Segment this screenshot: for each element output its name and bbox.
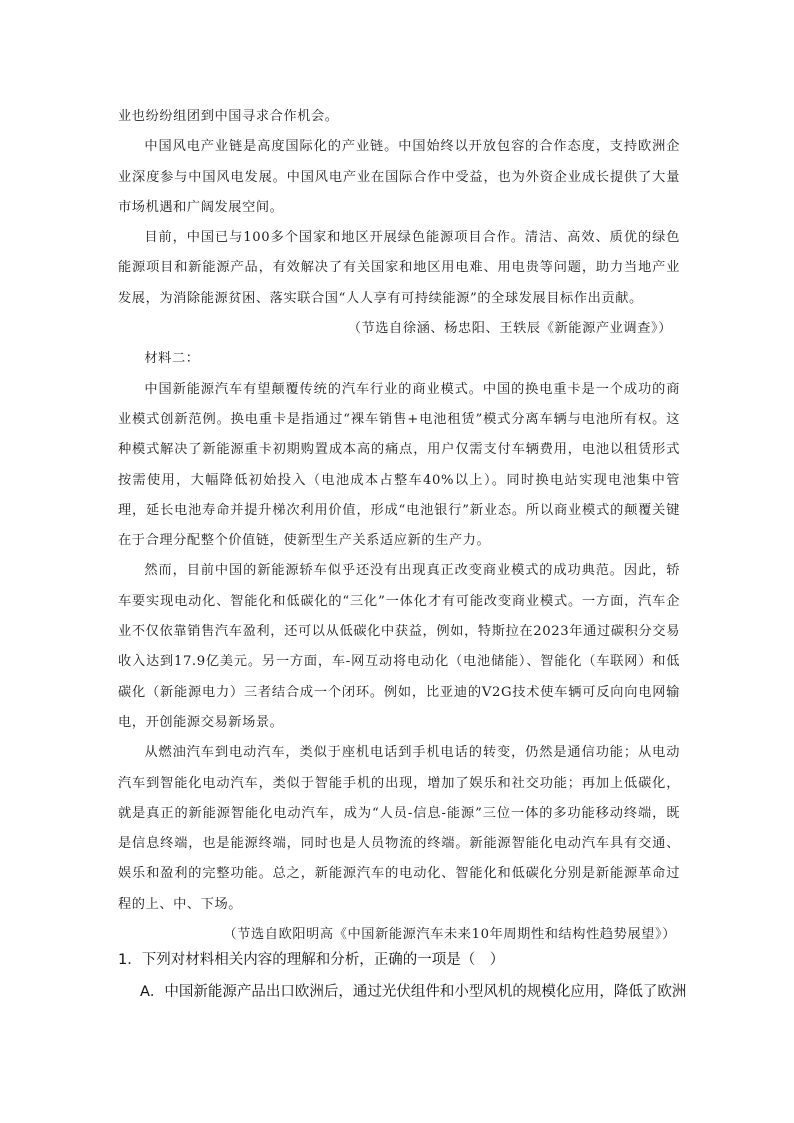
paragraph: 然而，目前中国的新能源轿车似乎还没有出现真正改变商业模式的成功典范。因此，轿车要实现电动化、智能化和低碳化的“三化”一体化才有可能改变商业模式。一方面，汽车企业不仅依靠销售汽车盈利，还可以从低碳化中获益，例如，特斯拉在2023年通过碳积分交易收入达到17.9亿美元。另一方面，车-网互动将电动化（电池储能）、智能化（车联网）和低碳化（新能源电力）三者结合成一个闭环。例如，比亚迪的V2G技术使车辆可反向向电网输电，开创能源交易新场景。: [118, 563, 680, 730]
question-block: [118, 945, 688, 1007]
source-citation: （节选自徐涵、杨忠阳、王轶辰《新能源产业调查》）: [347, 321, 672, 337]
article-body: [118, 102, 680, 950]
paragraph: 目前，中国已与100多个国家和地区开展绿色能源项目合作。清洁、高效、质优的绿色能源项目和新能源产品，有效解决了有关国家和地区用电难、用电贵等问题，助力当地产业发展，为消除能源贫困、落实联合国“人人享有可持续能源”的全球发展目标作出贡献。: [118, 230, 680, 306]
source-citation: （节选自欧阳明高《中国新能源汽车未来10年周期性和结构性趋势展望》）: [223, 927, 676, 943]
paragraph: 业也纷纷组团到中国寻求合作机会。: [118, 109, 339, 124]
material-two-heading: 材料二：: [144, 351, 200, 367]
paragraph: 中国新能源汽车有望颠覆传统的汽车行业的商业模式。中国的换电重卡是一个成功的商业模式创新范例。换电重卡是指通过“裸车销售+电池租赁”模式分离车辆与电池所有权。这种模式解决了新能源重卡初期购置成本高的痛点，用户仅需支付车辆费用，电池以租赁形式按需使用，大幅降低初始投入（电池成本占整车40%以上）。同时换电站实现电池集中管理，延长电池寿命并提升梯次利用价值，形成“电池银行”新业态。所以商业模式的颠覆关键在于合理分配整个价值链，使新型生产关系适应新的生产力。: [118, 381, 680, 549]
paragraph: 从燃油汽车到电动汽车，类似于座机电话到手机电话的转变，仍然是通信功能；从电动汽车到智能化电动汽车，类似于智能手机的出现，增加了娱乐和社交功能；再加上低碳化，就是真正的新能源智能化电动汽车，成为“人员-信息-能源”三位一体的多功能移动终端，既是信息终端，也是能源终端，同时也是人员物流的终端。新能源智能化电动汽车具有交通、娱乐和盈利的完整功能。总之，新能源汽车的电动化、智能化和低碳化分别是新能源革命过程的上、中、下场。: [118, 745, 680, 912]
option-a: A．中国新能源产品出口欧洲后，通过光伏组件和小型风机的规模化应用，降低了欧洲: [140, 984, 687, 1000]
paragraph: 中国风电产业链是高度国际化的产业链。中国始终以开放包容的合作态度，支持欧洲企业深度参与中国风电发展。中国风电产业在国际合作中受益，也为外资企业成长提供了大量市场机遇和广阔发展空间。: [118, 139, 680, 215]
question-title: 1．下列对材料相关内容的理解和分析，正确的一项是（ ）: [118, 952, 505, 968]
